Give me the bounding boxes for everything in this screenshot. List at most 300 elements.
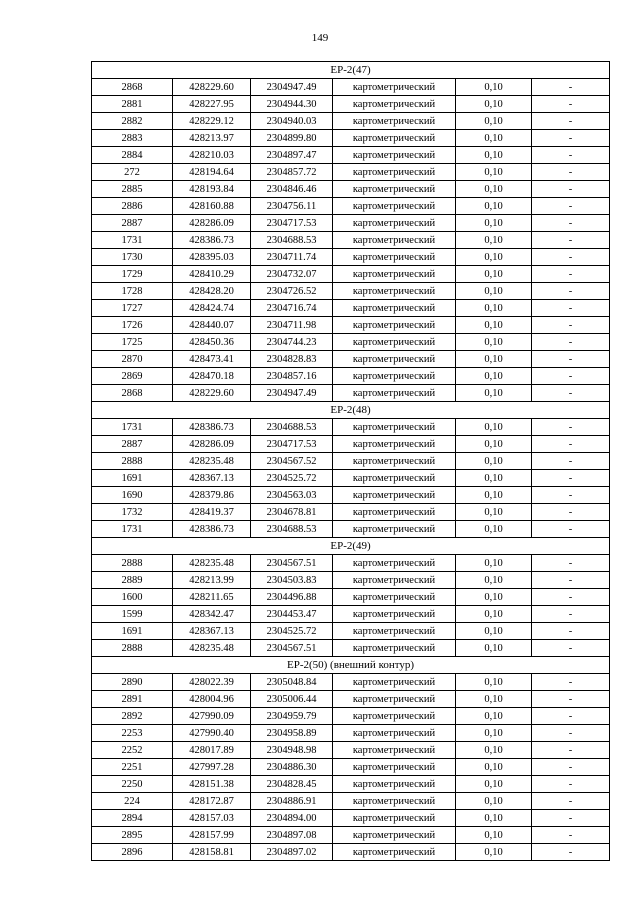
point-number-cell: 224 — [92, 793, 173, 810]
section-title: ЕР-2(48) — [92, 402, 610, 419]
description-cell: - — [532, 334, 610, 351]
method-cell: картометрический — [333, 266, 456, 283]
accuracy-cell: 0,10 — [456, 521, 532, 538]
table-row — [92, 844, 610, 861]
x-coordinate-cell: 428386.73 — [173, 521, 251, 538]
y-coordinate-cell: 2304744.23 — [251, 334, 333, 351]
accuracy-cell: 0,10 — [456, 147, 532, 164]
section-header-row — [92, 62, 610, 79]
description-cell: - — [532, 827, 610, 844]
accuracy-cell: 0,10 — [456, 266, 532, 283]
x-coordinate-cell: 428410.29 — [173, 266, 251, 283]
point-number-cell: 2252 — [92, 742, 173, 759]
description-cell: - — [532, 317, 610, 334]
y-coordinate-cell: 2304894.00 — [251, 810, 333, 827]
description-cell: - — [532, 215, 610, 232]
table-row — [92, 589, 610, 606]
description-cell: - — [532, 623, 610, 640]
x-coordinate-cell: 428367.13 — [173, 470, 251, 487]
y-coordinate-cell: 2304857.72 — [251, 164, 333, 181]
accuracy-cell: 0,10 — [456, 300, 532, 317]
table-row — [92, 147, 610, 164]
page-number: 149 — [311, 32, 329, 44]
table-row — [92, 368, 610, 385]
point-number-cell: 2253 — [92, 725, 173, 742]
accuracy-cell: 0,10 — [456, 793, 532, 810]
point-number-cell: 2885 — [92, 181, 173, 198]
description-cell: - — [532, 725, 610, 742]
y-coordinate-cell: 2304732.07 — [251, 266, 333, 283]
point-number-cell: 1727 — [92, 300, 173, 317]
point-number-cell: 2891 — [92, 691, 173, 708]
description-cell: - — [532, 453, 610, 470]
description-cell: - — [532, 606, 610, 623]
description-cell: - — [532, 385, 610, 402]
x-coordinate-cell: 428286.09 — [173, 436, 251, 453]
section-title: ЕР-2(50) (внешний контур) — [92, 657, 610, 674]
method-cell: картометрический — [333, 827, 456, 844]
accuracy-cell: 0,10 — [456, 742, 532, 759]
point-number-cell: 2884 — [92, 147, 173, 164]
accuracy-cell: 0,10 — [456, 453, 532, 470]
point-number-cell: 2892 — [92, 708, 173, 725]
description-cell: - — [532, 708, 610, 725]
description-cell: - — [532, 844, 610, 861]
point-number-cell: 272 — [92, 164, 173, 181]
method-cell: картометрический — [333, 589, 456, 606]
x-coordinate-cell: 428227.95 — [173, 96, 251, 113]
y-coordinate-cell: 2304857.16 — [251, 368, 333, 385]
description-cell: - — [532, 368, 610, 385]
description-cell: - — [532, 572, 610, 589]
accuracy-cell: 0,10 — [456, 504, 532, 521]
method-cell: картометрический — [333, 385, 456, 402]
accuracy-cell: 0,10 — [456, 368, 532, 385]
method-cell: картометрический — [333, 368, 456, 385]
x-coordinate-cell: 428428.20 — [173, 283, 251, 300]
section-header-row — [92, 538, 610, 555]
point-number-cell: 1732 — [92, 504, 173, 521]
accuracy-cell: 0,10 — [456, 555, 532, 572]
description-cell: - — [532, 351, 610, 368]
accuracy-cell: 0,10 — [456, 606, 532, 623]
description-cell: - — [532, 249, 610, 266]
table-row — [92, 385, 610, 402]
description-cell: - — [532, 79, 610, 96]
table-row — [92, 419, 610, 436]
method-cell: картометрический — [333, 164, 456, 181]
y-coordinate-cell: 2304567.51 — [251, 640, 333, 657]
table-row — [92, 810, 610, 827]
accuracy-cell: 0,10 — [456, 572, 532, 589]
accuracy-cell: 0,10 — [456, 776, 532, 793]
method-cell: картометрический — [333, 181, 456, 198]
table-row — [92, 351, 610, 368]
point-number-cell: 2890 — [92, 674, 173, 691]
point-number-cell: 1730 — [92, 249, 173, 266]
y-coordinate-cell: 2304503.83 — [251, 572, 333, 589]
method-cell: картометрический — [333, 793, 456, 810]
table-row — [92, 504, 610, 521]
accuracy-cell: 0,10 — [456, 436, 532, 453]
table-row — [92, 640, 610, 657]
point-number-cell: 1691 — [92, 623, 173, 640]
point-number-cell: 2883 — [92, 130, 173, 147]
y-coordinate-cell: 2304959.79 — [251, 708, 333, 725]
x-coordinate-cell: 428229.60 — [173, 385, 251, 402]
description-cell: - — [532, 300, 610, 317]
accuracy-cell: 0,10 — [456, 810, 532, 827]
method-cell: картометрический — [333, 708, 456, 725]
method-cell: картометрический — [333, 215, 456, 232]
accuracy-cell: 0,10 — [456, 79, 532, 96]
description-cell: - — [532, 759, 610, 776]
accuracy-cell: 0,10 — [456, 708, 532, 725]
x-coordinate-cell: 428213.99 — [173, 572, 251, 589]
y-coordinate-cell: 2304453.47 — [251, 606, 333, 623]
method-cell: картометрический — [333, 317, 456, 334]
description-cell: - — [532, 164, 610, 181]
x-coordinate-cell: 428157.99 — [173, 827, 251, 844]
y-coordinate-cell: 2304567.51 — [251, 555, 333, 572]
table-row — [92, 436, 610, 453]
method-cell: картометрический — [333, 249, 456, 266]
x-coordinate-cell: 428211.65 — [173, 589, 251, 606]
method-cell: картометрический — [333, 691, 456, 708]
table-row — [92, 181, 610, 198]
accuracy-cell: 0,10 — [456, 691, 532, 708]
description-cell: - — [532, 640, 610, 657]
point-number-cell: 2889 — [92, 572, 173, 589]
table-row — [92, 572, 610, 589]
point-number-cell: 2887 — [92, 436, 173, 453]
table-row — [92, 249, 610, 266]
point-number-cell: 2888 — [92, 640, 173, 657]
method-cell: картометрический — [333, 606, 456, 623]
table-row — [92, 453, 610, 470]
x-coordinate-cell: 428160.88 — [173, 198, 251, 215]
point-number-cell: 2896 — [92, 844, 173, 861]
point-number-cell: 2868 — [92, 385, 173, 402]
y-coordinate-cell: 2304940.03 — [251, 113, 333, 130]
x-coordinate-cell: 428386.73 — [173, 419, 251, 436]
table-row — [92, 317, 610, 334]
accuracy-cell: 0,10 — [456, 351, 532, 368]
x-coordinate-cell: 428440.07 — [173, 317, 251, 334]
point-number-cell: 1599 — [92, 606, 173, 623]
y-coordinate-cell: 2304678.81 — [251, 504, 333, 521]
description-cell: - — [532, 555, 610, 572]
description-cell: - — [532, 232, 610, 249]
accuracy-cell: 0,10 — [456, 232, 532, 249]
y-coordinate-cell: 2304897.02 — [251, 844, 333, 861]
table-row — [92, 742, 610, 759]
x-coordinate-cell: 428172.87 — [173, 793, 251, 810]
y-coordinate-cell: 2304947.49 — [251, 79, 333, 96]
description-cell: - — [532, 198, 610, 215]
method-cell: картометрический — [333, 487, 456, 504]
point-number-cell: 1726 — [92, 317, 173, 334]
description-cell: - — [532, 113, 610, 130]
y-coordinate-cell: 2305048.84 — [251, 674, 333, 691]
y-coordinate-cell: 2304525.72 — [251, 470, 333, 487]
method-cell: картометрический — [333, 623, 456, 640]
x-coordinate-cell: 428213.97 — [173, 130, 251, 147]
table-row — [92, 96, 610, 113]
point-number-cell: 1691 — [92, 470, 173, 487]
method-cell: картометрический — [333, 742, 456, 759]
accuracy-cell: 0,10 — [456, 215, 532, 232]
y-coordinate-cell: 2304886.91 — [251, 793, 333, 810]
y-coordinate-cell: 2304828.45 — [251, 776, 333, 793]
description-cell: - — [532, 691, 610, 708]
table-row — [92, 674, 610, 691]
accuracy-cell: 0,10 — [456, 334, 532, 351]
method-cell: картометрический — [333, 79, 456, 96]
method-cell: картометрический — [333, 572, 456, 589]
description-cell: - — [532, 147, 610, 164]
y-coordinate-cell: 2304756.11 — [251, 198, 333, 215]
accuracy-cell: 0,10 — [456, 759, 532, 776]
accuracy-cell: 0,10 — [456, 130, 532, 147]
point-number-cell: 1600 — [92, 589, 173, 606]
table-row — [92, 215, 610, 232]
accuracy-cell: 0,10 — [456, 181, 532, 198]
y-coordinate-cell: 2304563.03 — [251, 487, 333, 504]
table-row — [92, 708, 610, 725]
section-header-row — [92, 657, 610, 674]
x-coordinate-cell: 428229.12 — [173, 113, 251, 130]
y-coordinate-cell: 2304716.74 — [251, 300, 333, 317]
x-coordinate-cell: 428229.60 — [173, 79, 251, 96]
x-coordinate-cell: 428379.86 — [173, 487, 251, 504]
y-coordinate-cell: 2304846.46 — [251, 181, 333, 198]
x-coordinate-cell: 428342.47 — [173, 606, 251, 623]
accuracy-cell: 0,10 — [456, 419, 532, 436]
y-coordinate-cell: 2304899.80 — [251, 130, 333, 147]
y-coordinate-cell: 2304717.53 — [251, 215, 333, 232]
y-coordinate-cell: 2305006.44 — [251, 691, 333, 708]
table-row — [92, 164, 610, 181]
table-row — [92, 283, 610, 300]
description-cell: - — [532, 436, 610, 453]
table-row — [92, 79, 610, 96]
x-coordinate-cell: 428419.37 — [173, 504, 251, 521]
point-number-cell: 2888 — [92, 453, 173, 470]
point-number-cell: 1725 — [92, 334, 173, 351]
table-row — [92, 521, 610, 538]
method-cell: картометрический — [333, 351, 456, 368]
x-coordinate-cell: 428235.48 — [173, 555, 251, 572]
accuracy-cell: 0,10 — [456, 589, 532, 606]
table-row — [92, 691, 610, 708]
accuracy-cell: 0,10 — [456, 623, 532, 640]
description-cell: - — [532, 419, 610, 436]
table-row — [92, 759, 610, 776]
description-cell: - — [532, 96, 610, 113]
y-coordinate-cell: 2304948.98 — [251, 742, 333, 759]
point-number-cell: 2250 — [92, 776, 173, 793]
accuracy-cell: 0,10 — [456, 164, 532, 181]
point-number-cell: 2895 — [92, 827, 173, 844]
x-coordinate-cell: 428235.48 — [173, 640, 251, 657]
point-number-cell: 2887 — [92, 215, 173, 232]
table-row — [92, 198, 610, 215]
point-number-cell: 1731 — [92, 521, 173, 538]
description-cell: - — [532, 130, 610, 147]
method-cell: картометрический — [333, 453, 456, 470]
x-coordinate-cell: 428157.03 — [173, 810, 251, 827]
y-coordinate-cell: 2304496.88 — [251, 589, 333, 606]
method-cell: картометрический — [333, 436, 456, 453]
section-header-row — [92, 402, 610, 419]
method-cell: картометрический — [333, 283, 456, 300]
x-coordinate-cell: 428193.84 — [173, 181, 251, 198]
point-number-cell: 1729 — [92, 266, 173, 283]
method-cell: картометрический — [333, 640, 456, 657]
x-coordinate-cell: 428235.48 — [173, 453, 251, 470]
section-title: ЕР-2(49) — [92, 538, 610, 555]
method-cell: картометрический — [333, 96, 456, 113]
accuracy-cell: 0,10 — [456, 96, 532, 113]
method-cell: картометрический — [333, 725, 456, 742]
description-cell: - — [532, 810, 610, 827]
method-cell: картометрический — [333, 113, 456, 130]
accuracy-cell: 0,10 — [456, 283, 532, 300]
point-number-cell: 1731 — [92, 232, 173, 249]
description-cell: - — [532, 776, 610, 793]
x-coordinate-cell: 428017.89 — [173, 742, 251, 759]
method-cell: картометрический — [333, 130, 456, 147]
table-row — [92, 776, 610, 793]
description-cell: - — [532, 283, 610, 300]
description-cell: - — [532, 521, 610, 538]
x-coordinate-cell: 428022.39 — [173, 674, 251, 691]
method-cell: картометрический — [333, 504, 456, 521]
table-row — [92, 606, 610, 623]
method-cell: картометрический — [333, 844, 456, 861]
y-coordinate-cell: 2304944.30 — [251, 96, 333, 113]
table-row — [92, 793, 610, 810]
table-row — [92, 232, 610, 249]
y-coordinate-cell: 2304567.52 — [251, 453, 333, 470]
point-number-cell: 2882 — [92, 113, 173, 130]
x-coordinate-cell: 428450.36 — [173, 334, 251, 351]
accuracy-cell: 0,10 — [456, 844, 532, 861]
x-coordinate-cell: 428395.03 — [173, 249, 251, 266]
y-coordinate-cell: 2304828.83 — [251, 351, 333, 368]
accuracy-cell: 0,10 — [456, 470, 532, 487]
table-row — [92, 334, 610, 351]
x-coordinate-cell: 428386.73 — [173, 232, 251, 249]
y-coordinate-cell: 2304525.72 — [251, 623, 333, 640]
point-number-cell: 2869 — [92, 368, 173, 385]
y-coordinate-cell: 2304726.52 — [251, 283, 333, 300]
y-coordinate-cell: 2304688.53 — [251, 419, 333, 436]
x-coordinate-cell: 428470.18 — [173, 368, 251, 385]
description-cell: - — [532, 487, 610, 504]
y-coordinate-cell: 2304897.47 — [251, 147, 333, 164]
accuracy-cell: 0,10 — [456, 827, 532, 844]
table-row — [92, 487, 610, 504]
description-cell: - — [532, 470, 610, 487]
table-row — [92, 300, 610, 317]
point-number-cell: 1731 — [92, 419, 173, 436]
x-coordinate-cell: 427997.28 — [173, 759, 251, 776]
accuracy-cell: 0,10 — [456, 674, 532, 691]
point-number-cell: 2870 — [92, 351, 173, 368]
section-title: ЕР-2(47) — [92, 62, 610, 79]
table-row — [92, 266, 610, 283]
method-cell: картометрический — [333, 198, 456, 215]
method-cell: картометрический — [333, 470, 456, 487]
accuracy-cell: 0,10 — [456, 113, 532, 130]
table-row — [92, 827, 610, 844]
table-row — [92, 555, 610, 572]
description-cell: - — [532, 793, 610, 810]
x-coordinate-cell: 427990.40 — [173, 725, 251, 742]
method-cell: картометрический — [333, 300, 456, 317]
y-coordinate-cell: 2304947.49 — [251, 385, 333, 402]
description-cell: - — [532, 742, 610, 759]
x-coordinate-cell: 428367.13 — [173, 623, 251, 640]
description-cell: - — [532, 674, 610, 691]
point-number-cell: 2888 — [92, 555, 173, 572]
y-coordinate-cell: 2304897.08 — [251, 827, 333, 844]
y-coordinate-cell: 2304688.53 — [251, 521, 333, 538]
x-coordinate-cell: 428210.03 — [173, 147, 251, 164]
method-cell: картометрический — [333, 759, 456, 776]
point-number-cell: 1728 — [92, 283, 173, 300]
y-coordinate-cell: 2304711.74 — [251, 249, 333, 266]
method-cell: картометрический — [333, 776, 456, 793]
accuracy-cell: 0,10 — [456, 640, 532, 657]
accuracy-cell: 0,10 — [456, 725, 532, 742]
method-cell: картометрический — [333, 147, 456, 164]
x-coordinate-cell: 428473.41 — [173, 351, 251, 368]
table-row — [92, 725, 610, 742]
method-cell: картометрический — [333, 555, 456, 572]
accuracy-cell: 0,10 — [456, 385, 532, 402]
accuracy-cell: 0,10 — [456, 317, 532, 334]
y-coordinate-cell: 2304717.53 — [251, 436, 333, 453]
description-cell: - — [532, 181, 610, 198]
x-coordinate-cell: 428151.38 — [173, 776, 251, 793]
x-coordinate-cell: 428194.64 — [173, 164, 251, 181]
y-coordinate-cell: 2304711.98 — [251, 317, 333, 334]
y-coordinate-cell: 2304688.53 — [251, 232, 333, 249]
point-number-cell: 2881 — [92, 96, 173, 113]
point-number-cell: 2868 — [92, 79, 173, 96]
description-cell: - — [532, 266, 610, 283]
table-row — [92, 470, 610, 487]
description-cell: - — [532, 504, 610, 521]
x-coordinate-cell: 427990.09 — [173, 708, 251, 725]
x-coordinate-cell: 428424.74 — [173, 300, 251, 317]
table-row — [92, 113, 610, 130]
point-number-cell: 2886 — [92, 198, 173, 215]
accuracy-cell: 0,10 — [456, 487, 532, 504]
x-coordinate-cell: 428286.09 — [173, 215, 251, 232]
method-cell: картометрический — [333, 419, 456, 436]
table-row — [92, 623, 610, 640]
accuracy-cell: 0,10 — [456, 198, 532, 215]
method-cell: картометрический — [333, 334, 456, 351]
coordinates-table — [91, 61, 610, 861]
y-coordinate-cell: 2304886.30 — [251, 759, 333, 776]
point-number-cell: 2894 — [92, 810, 173, 827]
point-number-cell: 2251 — [92, 759, 173, 776]
